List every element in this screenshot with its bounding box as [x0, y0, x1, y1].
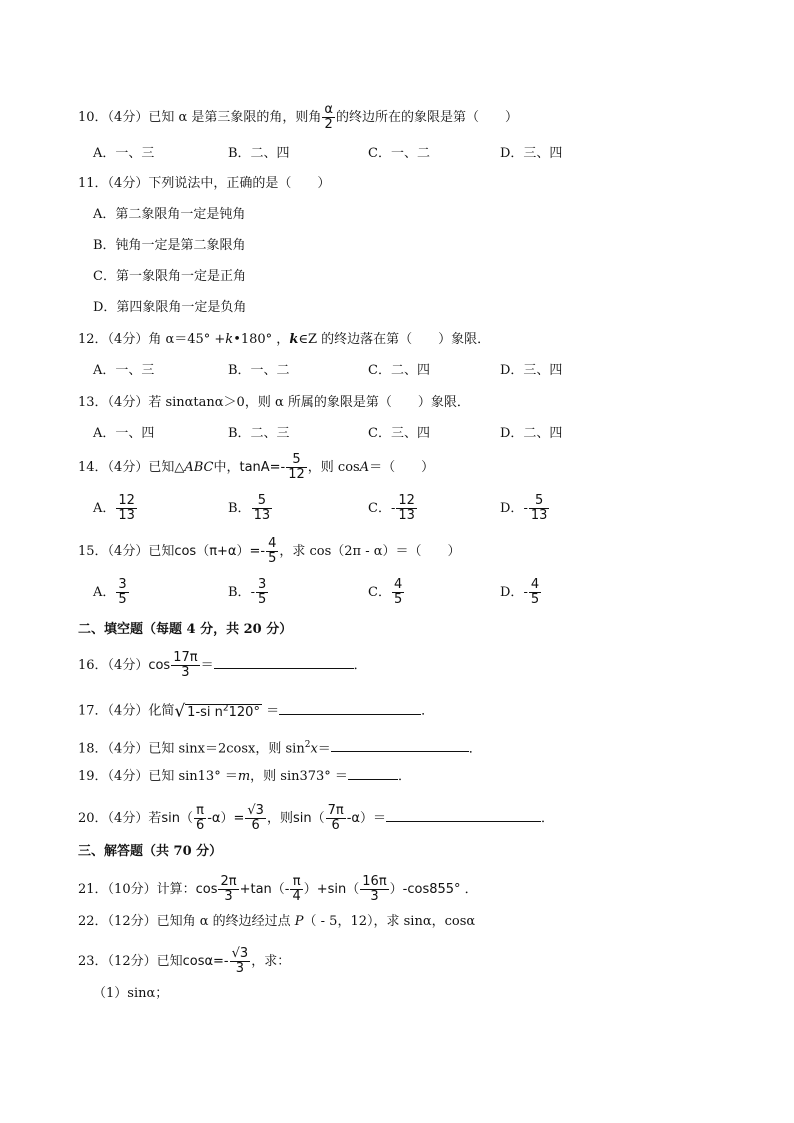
q14-option-b: B． $\frac{5}{13}$	[228, 493, 271, 523]
q13-stem: 13．（4分）若 sinαtanα＞0，则 α 所属的象限是第（ ）象限．	[78, 395, 470, 410]
q15-stem: 15．（4分）已知cos（π+α）=- $\frac{4}{5}$ ，求 cos（2π - α）＝（ ）	[78, 536, 461, 566]
q22-stem: 22．（12分）已知角 α 的终边经过点 P（ - 5，12），求 sinα，cosα	[78, 914, 476, 929]
q17-answer-blank[interactable]	[279, 702, 421, 715]
q18-stem: 18．（4分）已知 sinx＝2cosx，则 $\sin^2x=$ ．	[78, 740, 482, 757]
q13-option-a: A．一、四	[93, 426, 155, 441]
q17-stem: 17．（4分）化简√ 1-si $n^2120^\circ$ ＝ ．	[78, 701, 435, 722]
q11-stem: 11．（4分）下列说法中，正确的是（ ）	[78, 176, 331, 191]
q12-option-b: B．一、二	[228, 363, 290, 378]
q10-stem: 10．（4分）已知 α 是第三象限的角，则角 $\frac{\alpha}{2}$ 的终边所在的象限是第（ ）	[78, 102, 518, 132]
q16-answer-blank[interactable]	[214, 656, 354, 669]
q15-option-d: D．- $\frac{4}{5}$	[500, 577, 540, 607]
q10-option-a: A．一、三	[93, 146, 155, 161]
q10-option-b: B．二、四	[228, 146, 290, 161]
q23-stem: 23．（12分）已知cosα=- $\frac{√3}{3}$ ，求：	[78, 946, 291, 976]
q11-option-b: B．钝角一定是第二象限角	[93, 238, 246, 253]
q13-option-d: D．二、四	[500, 426, 563, 441]
q14-option-c: C．- $\frac{12}{13}$	[368, 493, 415, 523]
q14-stem: 14．（4分）已知△ABC中，tanA=- $\frac{5}{12}$ ，则 cosA＝（ ）	[78, 452, 435, 482]
q11-option-c: C．第一象限角一定是正角	[93, 269, 246, 284]
q15-option-c: C． $\frac{4}{5}$	[368, 577, 403, 607]
q12-stem: 12．（4分）角 α＝45° +k•180° ，k∈Z 的终边落在第（ ）象限．	[78, 332, 491, 347]
q12-option-d: D．三、四	[500, 363, 563, 378]
q13-option-c: C．三、四	[368, 426, 430, 441]
q14-option-a: A． $\frac{12}{13}$	[93, 493, 135, 523]
q19-stem: 19．（4分）已知 sin13° ＝m，则 sin373° ＝ ．	[78, 769, 411, 784]
section-heading-fill-in: 二、填空题（每题 4 分，共 20 分）	[78, 622, 293, 637]
section-heading-solve: 三、解答题（共 70 分）	[78, 844, 223, 859]
q14-option-d: D．- $\frac{5}{13}$	[500, 493, 548, 523]
q16-stem: 16．（4分）cos $\frac{17\pi}{3}$ ＝ ．	[78, 650, 367, 680]
q11-option-d: D．第四象限角一定是负角	[93, 300, 247, 315]
q20-answer-blank[interactable]	[386, 809, 541, 822]
q21-stem: 21．（10分）计算：cos $\frac{2\pi}{3}$ +tan（- $\frac{\pi}{4}$ ）+sin（ $\frac{16\pi}{3}$ ）-cos855° ．	[78, 874, 478, 904]
q12-option-c: C．二、四	[368, 363, 430, 378]
q15-option-a: A． $\frac{3}{5}$	[93, 577, 127, 607]
q23-part-1: （1）sinα；	[93, 986, 169, 1001]
q15-option-b: B．- $\frac{3}{5}$	[228, 577, 267, 607]
q10-option-d: D．三、四	[500, 146, 563, 161]
q18-answer-blank[interactable]	[331, 739, 469, 752]
q12-option-a: A．一、三	[93, 363, 155, 378]
q13-option-b: B．二、三	[228, 426, 290, 441]
q11-option-a: A．第二象限角一定是钝角	[93, 207, 246, 222]
q10-option-c: C．一、二	[368, 146, 430, 161]
q19-answer-blank[interactable]	[348, 767, 398, 780]
q20-stem: 20．（4分）若sin（ $\frac{\pi}{6}$ -α）= $\frac{√3}{6}$ ，则sin（ $\frac{7\pi}{6}$ -α）＝ ．	[78, 803, 554, 833]
